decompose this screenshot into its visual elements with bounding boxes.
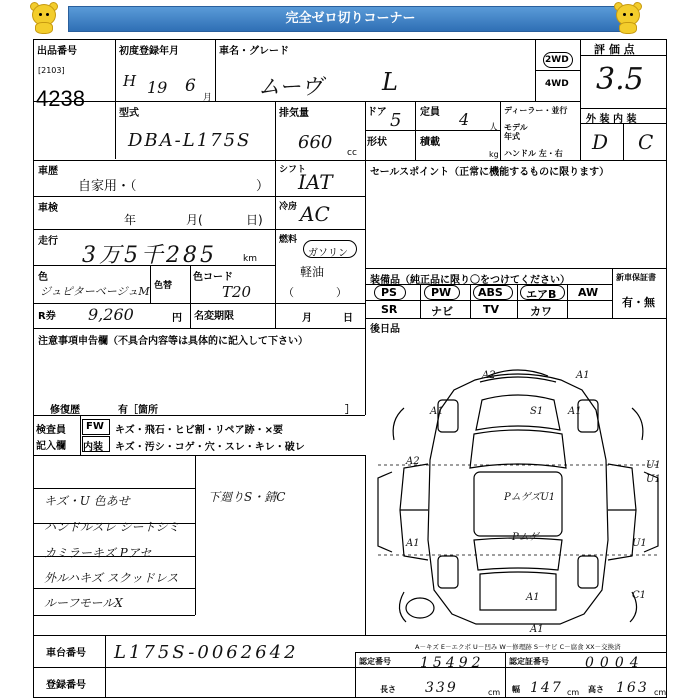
auth-no-label: 認定番号 (359, 657, 391, 666)
color-label: 色 (38, 272, 48, 283)
first-registration-label: 初度登録年月 (119, 46, 179, 57)
cert-no-value: 0004 (585, 655, 645, 671)
mileage-label: 走行 (38, 236, 58, 247)
note-right: 下廻りS・錆C (208, 490, 286, 504)
car-damage-diagram (370, 360, 666, 642)
first-registration-era: H (123, 72, 137, 90)
history-value: 自家用・（ (78, 179, 137, 194)
recycle-unit: 円 (172, 313, 182, 324)
model-name: ムーヴ (258, 75, 323, 100)
height-value: 163 (616, 680, 649, 696)
dmg-a1-lower-left: A1 (406, 538, 420, 549)
dealer-label: ディーラー・並行 (504, 106, 568, 115)
exterior-grade: D (592, 130, 609, 154)
ext-int-label: 外 装 内 装 (586, 114, 637, 125)
dmg-a2-left: A2 (406, 456, 420, 467)
load-unit: kg (489, 150, 499, 159)
aircon-label: 冷房 (279, 202, 298, 212)
displacement-label: 排気量 (279, 108, 309, 119)
inspection-label: 車検 (38, 203, 58, 214)
pw-circle (424, 285, 460, 300)
color-change-label: 色替 (154, 281, 173, 291)
lot-code: [2103] (38, 66, 65, 75)
dmg-roof: PムゲズU1 (504, 492, 556, 503)
inspection-month: 月( (186, 213, 203, 227)
score-label: 評 価 点 (594, 43, 635, 56)
equip-navi: ナビ (431, 305, 453, 318)
width-value: 147 (530, 680, 563, 696)
type-label: 型式 (119, 108, 139, 119)
fuel-alt: 軽油 (300, 265, 325, 279)
dmg-a1-right: A1 (568, 406, 582, 417)
note-line-5: ルーフモールX (44, 596, 123, 610)
shape-label: 形状 (367, 137, 387, 148)
type-value: DBA-L175S (128, 130, 252, 151)
cert-no-label: 認定証番号 (509, 657, 549, 666)
note-line-1: キズ・U 色あせ (44, 494, 130, 508)
equip-pw: PW (431, 286, 452, 299)
rear-seat-label: 後日品 (370, 324, 400, 335)
auth-no-value: 15492 (420, 655, 485, 671)
capacity-unit: 人 (489, 123, 499, 133)
dmg-a1-bottom-2: A1 (530, 624, 544, 635)
capacity-value: 4 (459, 110, 470, 129)
plate-label: 登録番号 (46, 680, 86, 691)
dmg-c1: C1 (632, 590, 647, 601)
name-change-month: 月 (302, 313, 312, 324)
length-unit: cm (488, 688, 501, 697)
notes-label: 注意事項申告欄（不具合内容等は具体的に記入して下さい） (38, 336, 308, 347)
equip-tv: TV (483, 303, 500, 316)
repair-history-value: 有［箇所 (118, 405, 158, 416)
warranty-value: 有・無 (622, 296, 655, 309)
inspection-year: 年 (124, 213, 137, 227)
lot-number: 4238 (36, 86, 85, 111)
width-unit: cm (567, 688, 580, 697)
equip-abs: ABS (478, 286, 503, 299)
lot-number-label: 出品番号 (37, 46, 77, 57)
dmg-a1-top: A1 (576, 370, 590, 381)
equip-aw: AW (578, 286, 599, 299)
length-value: 339 (425, 680, 458, 696)
capacity-label: 定員 (420, 107, 440, 118)
history-close: ） (256, 179, 270, 194)
abs-circle (473, 285, 513, 300)
equip-airbag: エアB (526, 288, 557, 301)
dmg-u1-right-1: U1 (646, 460, 661, 471)
mileage-value: 3万5千285 (82, 243, 217, 268)
note-line-4: 外ルハキズ スクッドレス (44, 571, 179, 585)
model-year-label: モデル年式 (504, 123, 528, 141)
name-change-label: 名変期限 (194, 311, 234, 322)
fw-label: FW (86, 421, 104, 432)
color-code-value: T20 (222, 283, 252, 301)
aircon-value: AC (300, 202, 330, 226)
drive-circle (543, 52, 573, 68)
doors-label: ドア (367, 107, 387, 118)
shift-label: シフト (279, 165, 307, 175)
dmg-a1-bottom: A1 (526, 592, 540, 603)
interior-text: キズ・汚シ・コゲ・穴・スレ・キレ・破レ (115, 442, 305, 453)
dmg-a2-top: A2 (482, 370, 496, 381)
color-value: ジュピターベージュM (40, 285, 150, 298)
interior-grade: C (638, 130, 654, 154)
mileage-unit: km (243, 254, 257, 264)
width-label: 幅 (512, 685, 520, 694)
load-label: 積載 (420, 137, 440, 148)
sales-point-label: セールスポイント（正常に機能するものに限ります） (370, 167, 610, 178)
displacement-unit: cc (347, 148, 357, 158)
inspector-label-2: 記入欄 (36, 441, 66, 452)
grade: L (382, 68, 398, 96)
history-label: 車歴 (38, 166, 58, 177)
color-code-label: 色コード (193, 272, 233, 283)
corner-banner: 完全ゼロ切りコーナー (68, 6, 633, 32)
drive-2wd: 2WD (545, 55, 569, 65)
fuel-circle (303, 240, 357, 258)
equip-ps: PS (381, 286, 397, 299)
score: 3.5 (596, 62, 644, 97)
dmg-u1-lower-right: U1 (632, 538, 647, 549)
note-line-3: カミラーキズ Pアセ (44, 546, 152, 560)
repair-history-label: 修復歴 (50, 405, 80, 416)
warranty-label: 新車保証書 (616, 273, 656, 282)
ps-circle (374, 285, 406, 300)
damage-legend: A－キズ E－エクボ U－凹み W－修理跡 S－サビ C－腐食 XX－交換済 (415, 643, 621, 651)
shift-value: IAT (298, 170, 333, 194)
fuel-value: ガソリン (308, 248, 348, 259)
dmg-a1-left: A1 (430, 406, 444, 417)
drive-4wd: 4WD (545, 79, 569, 89)
mascot-left-icon (26, 2, 62, 34)
chassis-label: 車台番号 (46, 648, 86, 659)
fw-text: キズ・飛石・ヒビ割・リペア跡・×要 (115, 425, 283, 436)
first-registration-month: 6 (185, 76, 196, 96)
airbag-circle (520, 285, 565, 300)
length-label: 長さ (380, 685, 396, 694)
month-unit: 月 (203, 93, 213, 103)
equipment-label: 装備品（純正品に限り〇をつけてください） (370, 275, 570, 286)
displacement-value: 660 (298, 132, 333, 153)
inspection-day: 日) (246, 213, 263, 227)
note-line-2: ハンドルスレ シートシミ (44, 520, 180, 534)
fuel-paren: （ ） (283, 286, 347, 299)
repair-history-close: ］ (345, 405, 355, 416)
equip-leather: カワ (530, 305, 552, 318)
recycle-value: 9,260 (88, 305, 134, 324)
first-registration-year: 19 (147, 78, 168, 97)
fuel-label: 燃料 (279, 235, 298, 245)
dmg-rear: Pムゲ (512, 532, 539, 543)
name-change-day: 日 (343, 313, 353, 324)
model-grade-label: 車名・グレード (219, 46, 289, 57)
interior-label: 内装 (83, 442, 103, 453)
height-label: 高さ (588, 685, 604, 694)
equip-sr: SR (381, 303, 398, 316)
handle-label: ハンドル 左・右 (504, 149, 563, 158)
doors-value: 5 (390, 110, 402, 131)
chassis-value: L175S-0062642 (114, 642, 299, 663)
dmg-u1-right-2: U1 (646, 474, 661, 485)
height-unit: cm (654, 688, 667, 697)
mascot-right-icon (610, 2, 646, 34)
inspector-label-1: 検査員 (36, 425, 66, 436)
dmg-s1: S1 (530, 406, 544, 417)
recycle-label: R券 (38, 311, 56, 322)
